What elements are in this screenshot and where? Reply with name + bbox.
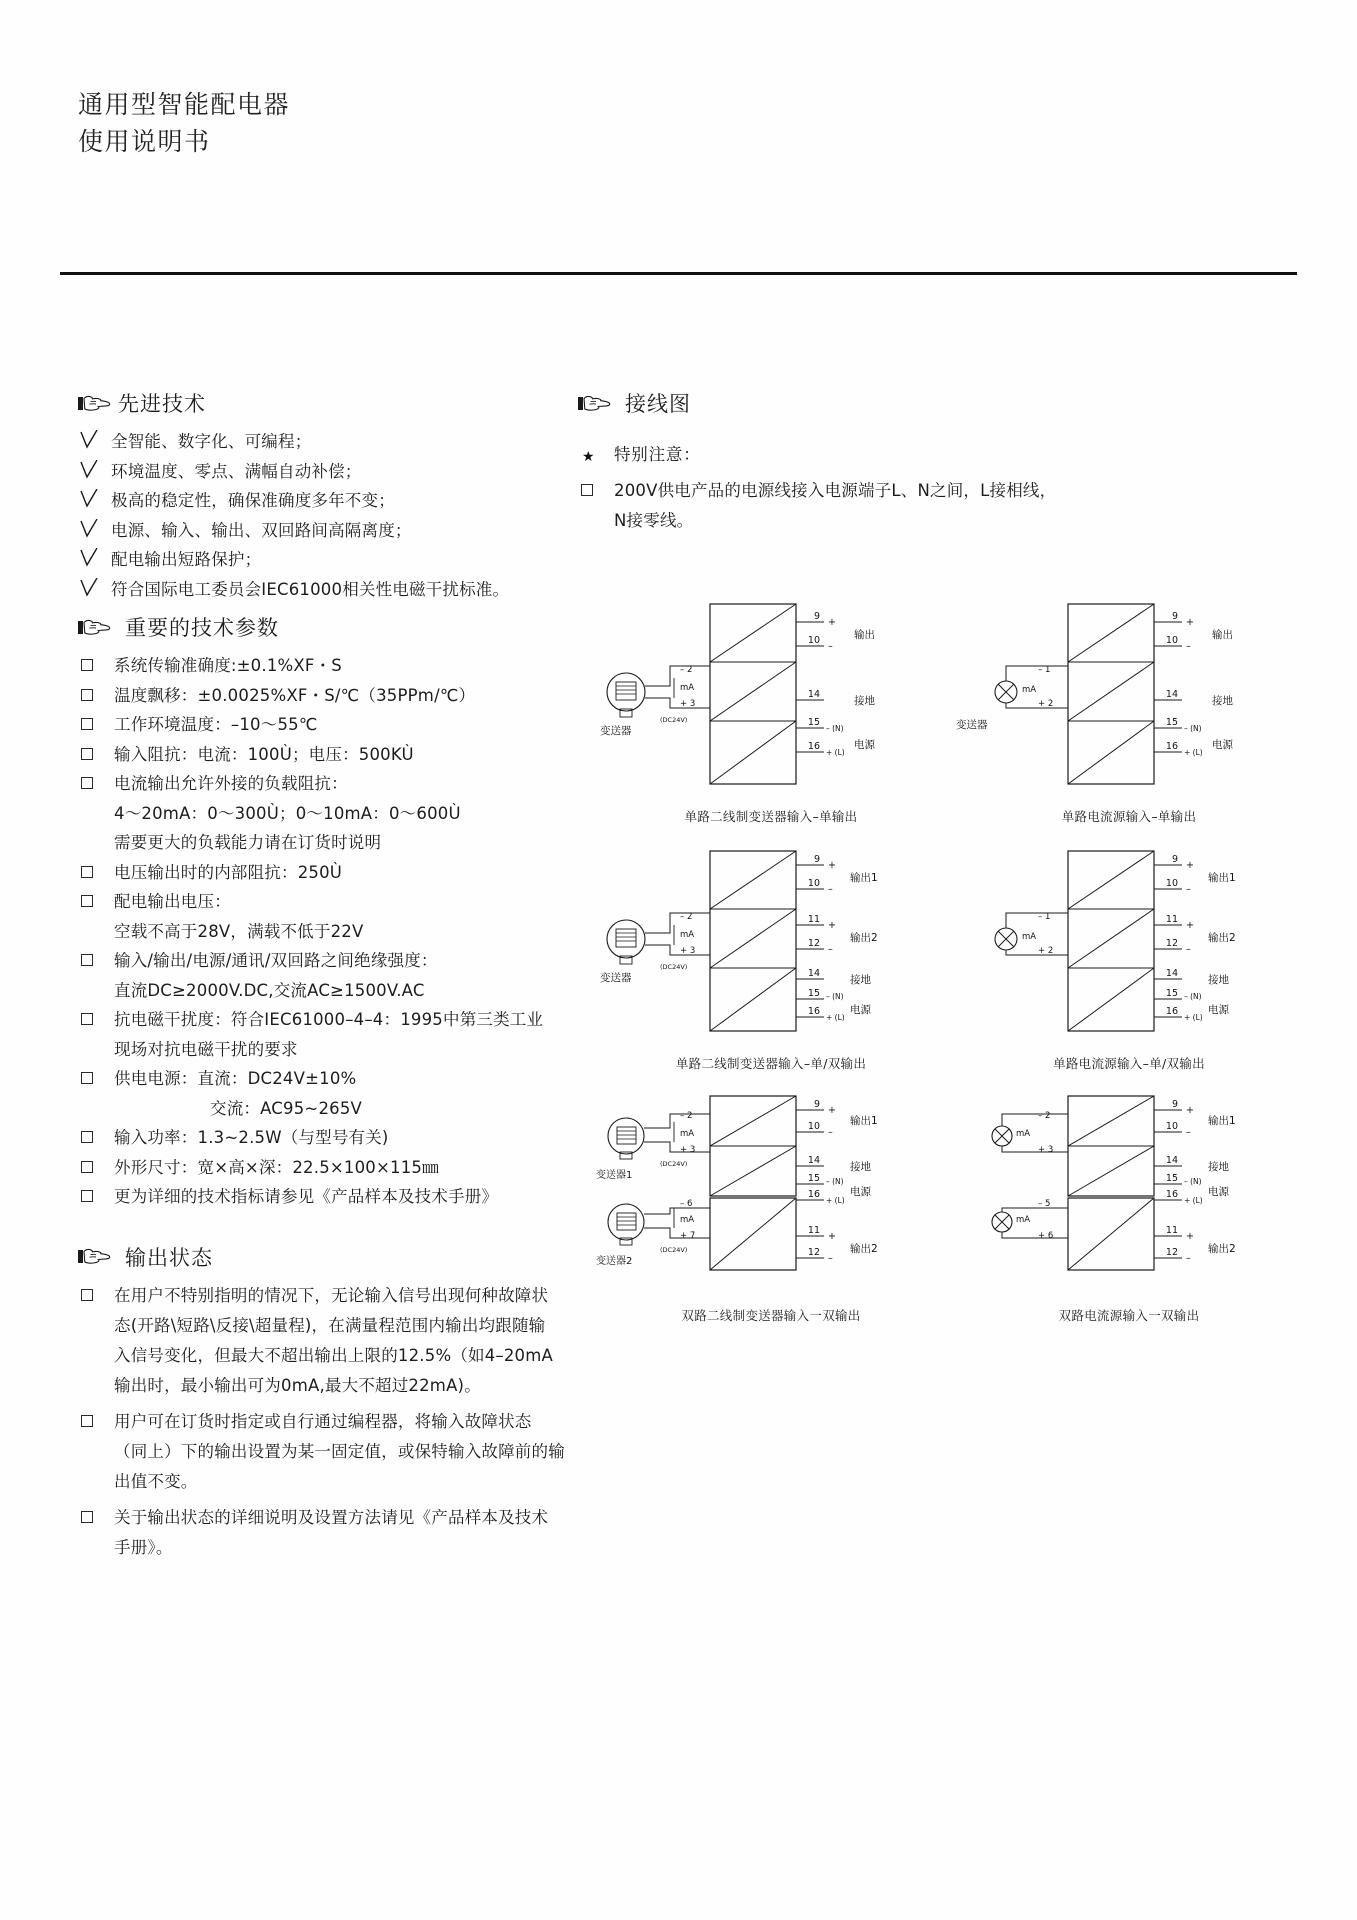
list-item — [78, 457, 558, 487]
list-item — [78, 1153, 558, 1183]
svg-text:+: + — [828, 1105, 836, 1116]
list-item-label-cont: 态(开路\短路\反接\超量程)，在满量程范围内输出均跟随输 — [114, 1315, 546, 1335]
svg-text:输出2: 输出2 — [1208, 932, 1236, 944]
svg-text:10: 10 — [1165, 635, 1178, 646]
svg-text:11: 11 — [1165, 1225, 1178, 1236]
diagram-cell-1 — [592, 600, 950, 825]
list-item — [78, 1281, 558, 1401]
check-mark-icon — [80, 430, 98, 450]
svg-text:9: 9 — [813, 1099, 820, 1110]
svg-text:+: + — [1186, 920, 1194, 931]
pointing-hand-icon — [578, 394, 612, 413]
list-item-label: 温度飘移：±0.0025%XF・S/℃（35PPm/℃） — [114, 685, 476, 705]
svg-text:(DC24V): (DC24V) — [660, 716, 688, 724]
svg-text:接地: 接地 — [850, 1161, 871, 1173]
header-divider — [60, 272, 1297, 275]
square-bullet-icon — [81, 954, 93, 966]
svg-text:10: 10 — [807, 1121, 820, 1132]
list-item-label: 输入/输出/电源/通讯/双回路之间绝缘强度： — [114, 951, 438, 970]
check-mark-icon — [80, 548, 98, 568]
svg-text:14: 14 — [1165, 968, 1178, 979]
diagram-cell-5 — [592, 1094, 950, 1324]
list-item-label: 抗电磁干扰度：符合IEC61000–4–4：1995中第三类工业 — [114, 1010, 544, 1029]
list-item-label: 全智能、数字化、可编程； — [111, 432, 312, 451]
list-item-label: 极高的稳定性，确保准确度多年不变； — [111, 491, 395, 510]
svg-text:+ 3: + 3 — [680, 699, 696, 709]
svg-text:– 2: – 2 — [680, 912, 693, 922]
svg-text:14: 14 — [1165, 1155, 1178, 1166]
special-notice-title — [578, 440, 1298, 470]
section-heading-key-parameters — [78, 612, 558, 642]
svg-text:9: 9 — [813, 854, 820, 865]
list-item-label-cont: N接零线。 — [614, 510, 694, 530]
svg-text:16: 16 — [807, 1006, 820, 1017]
svg-text:12: 12 — [1165, 938, 1178, 949]
svg-text:9: 9 — [813, 611, 820, 622]
svg-text:– (N): – (N) — [826, 992, 844, 1001]
list-item-label: 符合国际电工委员会IEC61000相关性电磁干扰标准。 — [111, 579, 510, 599]
diagram-caption: 单路二线制变送器输入–单/双输出 — [675, 1056, 867, 1071]
list-item-label: 输入阻抗：电流：100Ù；电压：500KÙ — [114, 744, 414, 764]
svg-text:15: 15 — [807, 1173, 820, 1184]
svg-text:mA: mA — [1022, 685, 1037, 695]
list-item — [78, 1123, 558, 1153]
svg-text:mA: mA — [680, 930, 695, 940]
svg-text:电源: 电源 — [1208, 1186, 1229, 1198]
list-item-label-cont: 4～20mA：0～300Ù；0～10mA：0～600Ù — [114, 803, 461, 823]
svg-text:10: 10 — [1165, 878, 1178, 889]
svg-text:+ 2: + 2 — [1038, 946, 1054, 956]
list-item — [78, 1005, 558, 1064]
svg-text:+: + — [1186, 617, 1194, 628]
svg-text:15: 15 — [1165, 1173, 1178, 1184]
list-item-label: 电压输出时的内部阻抗：250Ù — [114, 862, 343, 882]
square-bullet-icon — [81, 659, 93, 671]
svg-text:–: – — [828, 944, 833, 955]
svg-text:16: 16 — [807, 741, 820, 752]
list-item — [78, 858, 558, 888]
diagram-6-canvas — [950, 1094, 1308, 1304]
svg-text:+: + — [1186, 1105, 1194, 1116]
section-heading-wiring-diagram-label: 接线图 — [625, 392, 691, 416]
list-item-label: 配电输出电压： — [114, 892, 231, 911]
diagram-cell-6 — [950, 1094, 1308, 1324]
list-item-label: 系统传输准确度:±0.1%XF・S — [114, 656, 342, 675]
list-item — [78, 575, 558, 605]
wiring-diagram-grid — [592, 600, 1332, 1324]
check-mark-icon — [80, 460, 98, 480]
svg-text:+ 7: + 7 — [680, 1231, 696, 1241]
svg-text:电源: 电源 — [854, 739, 875, 751]
list-item — [78, 740, 558, 770]
advanced-technology-list — [78, 427, 558, 604]
check-mark-icon — [80, 578, 98, 598]
section-heading-advanced-technology-label: 先进技术 — [118, 392, 206, 416]
svg-text:16: 16 — [1165, 1189, 1178, 1200]
svg-text:–: – — [1186, 641, 1191, 652]
svg-text:11: 11 — [1165, 914, 1178, 925]
star-icon: ★ — [582, 449, 596, 465]
svg-text:12: 12 — [807, 1247, 820, 1258]
svg-text:– (N): – (N) — [1184, 992, 1202, 1001]
list-item-label: 电源、输入、输出、双回路间高隔离度； — [111, 520, 412, 540]
section-heading-advanced-technology — [78, 388, 558, 418]
svg-text:16: 16 — [1165, 1006, 1178, 1017]
svg-text:(DC24V): (DC24V) — [660, 1246, 688, 1254]
list-item-label: 环境温度、零点、满幅自动补偿； — [111, 461, 362, 481]
svg-text:14: 14 — [807, 689, 820, 700]
list-item-label-cont: 手册》。 — [114, 1537, 173, 1557]
list-item — [78, 946, 558, 1005]
left-column — [78, 388, 565, 1563]
svg-text:输出1: 输出1 — [850, 1115, 878, 1127]
svg-text:接地: 接地 — [1208, 974, 1229, 986]
svg-text:mA: mA — [680, 683, 695, 693]
svg-text:16: 16 — [807, 1189, 820, 1200]
svg-text:– 1: – 1 — [1038, 912, 1051, 922]
svg-text:输出2: 输出2 — [1208, 1243, 1236, 1255]
list-item-label-cont: 现场对抗电磁干扰的要求 — [114, 1039, 298, 1059]
list-item — [78, 1182, 558, 1212]
list-item-label: 用户可在订货时指定或自行通过编程器，将输入故障状态 — [114, 1411, 532, 1431]
output-state-list — [78, 1281, 565, 1563]
list-item-label: 供电电源：直流：DC24V±10% — [114, 1069, 357, 1088]
diagram-1-canvas — [592, 600, 950, 805]
svg-text:14: 14 — [807, 968, 820, 979]
list-item-label: 在用户不特别指明的情况下，无论输入信号出现何种故障状 — [114, 1285, 549, 1305]
key-parameters-list — [78, 651, 558, 1212]
svg-text:+ 3: + 3 — [1038, 1145, 1054, 1155]
square-bullet-icon — [581, 484, 593, 496]
square-bullet-icon — [81, 748, 93, 760]
svg-text:mA: mA — [680, 1129, 695, 1139]
svg-text:电源: 电源 — [850, 1186, 871, 1198]
svg-text:+ (L): + (L) — [826, 1013, 845, 1022]
section-heading-key-parameters-label: 重要的技术参数 — [125, 616, 279, 640]
list-item — [78, 651, 558, 681]
svg-text:变送器: 变送器 — [600, 972, 632, 984]
list-item-label-indented: 交流：AC95~265V — [210, 1098, 363, 1118]
svg-text:–: – — [828, 1127, 833, 1138]
diagram-cell-2 — [950, 600, 1308, 825]
svg-text:9: 9 — [1171, 1099, 1178, 1110]
diagram-row-2 — [592, 847, 1332, 1072]
svg-text:11: 11 — [807, 914, 820, 925]
svg-text:–: – — [1186, 1253, 1191, 1264]
square-bullet-icon — [81, 1131, 93, 1143]
svg-text:– 5: – 5 — [1038, 1199, 1051, 1209]
square-bullet-icon — [81, 1072, 93, 1084]
svg-text:电源: 电源 — [1208, 1004, 1229, 1016]
pointing-hand-icon — [78, 1247, 112, 1266]
special-notice-list — [578, 476, 1298, 535]
svg-text:– 6: – 6 — [680, 1199, 693, 1209]
svg-text:+ 3: + 3 — [680, 946, 696, 956]
list-item — [78, 887, 558, 946]
svg-text:15: 15 — [1165, 717, 1178, 728]
svg-text:9: 9 — [1171, 854, 1178, 865]
svg-text:–: – — [1186, 944, 1191, 955]
list-item — [78, 545, 558, 575]
list-item-label: 工作环境温度：–10～55℃ — [114, 715, 318, 734]
square-bullet-icon — [81, 895, 93, 907]
svg-text:14: 14 — [807, 1155, 820, 1166]
list-item — [578, 476, 1298, 535]
svg-text:– 2: – 2 — [1038, 1111, 1051, 1121]
svg-text:– 2: – 2 — [680, 665, 693, 675]
special-notice-block — [578, 440, 1298, 535]
page-title-line2: 使用说明书 — [78, 127, 211, 156]
pointing-hand-icon — [78, 394, 112, 413]
list-item — [78, 710, 558, 740]
diagram-row-1 — [592, 600, 1332, 825]
svg-text:+ (L): + (L) — [1184, 748, 1203, 757]
svg-text:15: 15 — [1165, 988, 1178, 999]
svg-text:–: – — [828, 641, 833, 652]
svg-text:输出2: 输出2 — [850, 1243, 878, 1255]
page-title — [78, 86, 290, 160]
svg-text:9: 9 — [1171, 611, 1178, 622]
svg-text:接地: 接地 — [850, 974, 871, 986]
square-bullet-icon — [81, 1190, 93, 1202]
svg-text:+ 6: + 6 — [1038, 1231, 1054, 1241]
svg-text:输出1: 输出1 — [1208, 1115, 1236, 1127]
square-bullet-icon — [81, 866, 93, 878]
svg-text:mA: mA — [1022, 932, 1037, 942]
section-heading-output-state — [78, 1242, 558, 1272]
svg-text:– (N): – (N) — [1184, 724, 1202, 733]
svg-text:(DC24V): (DC24V) — [660, 963, 688, 971]
svg-text:mA: mA — [1016, 1129, 1031, 1139]
special-notice-title-label: 特别注意： — [614, 445, 701, 464]
list-item-label: 关于输出状态的详细说明及设置方法请见《产品样本及技术 — [114, 1507, 549, 1527]
svg-text:+ 2: + 2 — [1038, 699, 1054, 709]
list-item — [78, 516, 558, 546]
diagram-2-canvas — [950, 600, 1308, 805]
right-column — [578, 388, 1298, 535]
list-item — [78, 1064, 558, 1123]
svg-text:变送器: 变送器 — [600, 725, 632, 737]
list-item-label: 200V供电产品的电源线接入电源端子L、N之间，L接相线， — [614, 481, 1057, 500]
svg-text:电源: 电源 — [1212, 739, 1233, 751]
list-item — [78, 769, 558, 858]
svg-text:+: + — [828, 1231, 836, 1242]
svg-text:+: + — [1186, 860, 1194, 871]
section-heading-wiring-diagram — [578, 388, 1298, 418]
svg-text:+: + — [828, 920, 836, 931]
svg-text:变送器2: 变送器2 — [596, 1256, 633, 1267]
svg-text:+: + — [1186, 1231, 1194, 1242]
svg-text:15: 15 — [807, 717, 820, 728]
list-item-label-cont: 出值不变。 — [114, 1471, 198, 1491]
svg-text:+ (L): + (L) — [826, 748, 845, 757]
svg-text:– (N): – (N) — [1184, 1177, 1202, 1186]
square-bullet-icon — [81, 1511, 93, 1523]
svg-text:+ 3: + 3 — [680, 1145, 696, 1155]
check-mark-icon — [80, 489, 98, 509]
list-item-label-cont: 空载不高于28V，满载不低于22V — [114, 921, 364, 941]
diagram-caption: 单路二线制变送器输入–单输出 — [684, 809, 858, 824]
svg-text:– 1: – 1 — [1038, 665, 1051, 675]
square-bullet-icon — [81, 1013, 93, 1025]
list-item-label-cont: 直流DC≥2000V.DC,交流AC≥1500V.AC — [114, 980, 425, 1000]
diagram-cell-3 — [592, 847, 950, 1072]
svg-text:输出1: 输出1 — [850, 872, 878, 884]
svg-text:12: 12 — [807, 938, 820, 949]
svg-text:变送器: 变送器 — [956, 719, 988, 731]
svg-text:输出2: 输出2 — [850, 932, 878, 944]
svg-text:输出: 输出 — [1212, 629, 1233, 641]
svg-text:接地: 接地 — [854, 695, 875, 707]
square-bullet-icon — [81, 1161, 93, 1173]
check-mark-icon — [80, 519, 98, 539]
page-title-line1: 通用型智能配电器 — [78, 90, 291, 119]
svg-text:mA: mA — [1016, 1215, 1031, 1225]
svg-text:变送器1: 变送器1 — [596, 1170, 633, 1181]
svg-text:–: – — [828, 884, 833, 895]
svg-text:mA: mA — [680, 1215, 695, 1225]
pointing-hand-icon — [78, 618, 112, 637]
svg-text:10: 10 — [807, 878, 820, 889]
list-item-label-cont: 入信号变化，但最大不超出输出上限的12.5%（如4–20mA — [114, 1345, 554, 1365]
svg-text:14: 14 — [1165, 689, 1178, 700]
svg-text:–: – — [1186, 884, 1191, 895]
svg-text:10: 10 — [1165, 1121, 1178, 1132]
svg-text:输出: 输出 — [854, 629, 875, 641]
svg-text:– 2: – 2 — [680, 1111, 693, 1121]
diagram-caption: 双路二线制变送器输入一双输出 — [681, 1308, 861, 1323]
svg-text:(DC24V): (DC24V) — [660, 1160, 688, 1168]
diagram-cell-4 — [950, 847, 1308, 1072]
svg-text:接地: 接地 — [1208, 1161, 1229, 1173]
svg-text:+ (L): + (L) — [826, 1196, 845, 1205]
list-item — [78, 1407, 565, 1497]
square-bullet-icon — [81, 777, 93, 789]
diagram-5-canvas — [592, 1094, 950, 1304]
diagram-caption: 单路电流源输入–单输出 — [1061, 809, 1197, 824]
svg-text:+ (L): + (L) — [1184, 1013, 1203, 1022]
list-item-label-cont: 输出时，最小输出可为0mA,最大不超过22mA)。 — [114, 1375, 481, 1395]
svg-text:16: 16 — [1165, 741, 1178, 752]
diagram-caption: 单路电流源输入–单/双输出 — [1053, 1056, 1205, 1071]
diagram-caption: 双路电流源输入一双输出 — [1058, 1308, 1200, 1323]
list-item-label-cont: 需要更大的负载能力请在订货时说明 — [114, 833, 382, 852]
svg-text:接地: 接地 — [1212, 695, 1233, 707]
list-item-label: 配电输出短路保护； — [111, 550, 262, 569]
square-bullet-icon — [81, 1415, 93, 1427]
list-item-label: 输入功率：1.3~2.5W（与型号有关) — [114, 1128, 389, 1147]
svg-text:–: – — [828, 1253, 833, 1264]
list-item — [78, 1503, 558, 1563]
svg-text:–: – — [1186, 1127, 1191, 1138]
list-item — [78, 486, 558, 516]
diagram-row-3 — [592, 1094, 1332, 1324]
diagram-4-canvas — [950, 847, 1308, 1052]
list-item-label: 更为详细的技术指标请参见《产品样本及技术手册》 — [114, 1187, 499, 1206]
square-bullet-icon — [81, 689, 93, 701]
list-item — [78, 681, 558, 711]
svg-text:+: + — [828, 617, 836, 628]
section-heading-output-state-label: 输出状态 — [125, 1245, 213, 1270]
svg-text:– (N): – (N) — [826, 1177, 844, 1186]
square-bullet-icon — [81, 1289, 93, 1301]
list-item-label-cont: （同上）下的输出设置为某一固定值，或保特输入故障前的输 — [114, 1441, 565, 1461]
list-item — [78, 427, 558, 457]
svg-text:11: 11 — [807, 1225, 820, 1236]
svg-text:+ (L): + (L) — [1184, 1196, 1203, 1205]
svg-text:+: + — [828, 860, 836, 871]
svg-text:电源: 电源 — [850, 1004, 871, 1016]
svg-text:输出1: 输出1 — [1208, 872, 1236, 884]
svg-text:12: 12 — [1165, 1247, 1178, 1258]
list-item-label: 电流输出允许外接的负载阻抗： — [114, 774, 348, 793]
svg-text:15: 15 — [807, 988, 820, 999]
diagram-3-canvas — [592, 847, 950, 1052]
square-bullet-icon — [81, 718, 93, 730]
svg-text:– (N): – (N) — [826, 724, 844, 733]
svg-text:10: 10 — [807, 635, 820, 646]
list-item-label: 外形尺寸：宽×高×深：22.5×100×115㎜ — [114, 1157, 439, 1177]
